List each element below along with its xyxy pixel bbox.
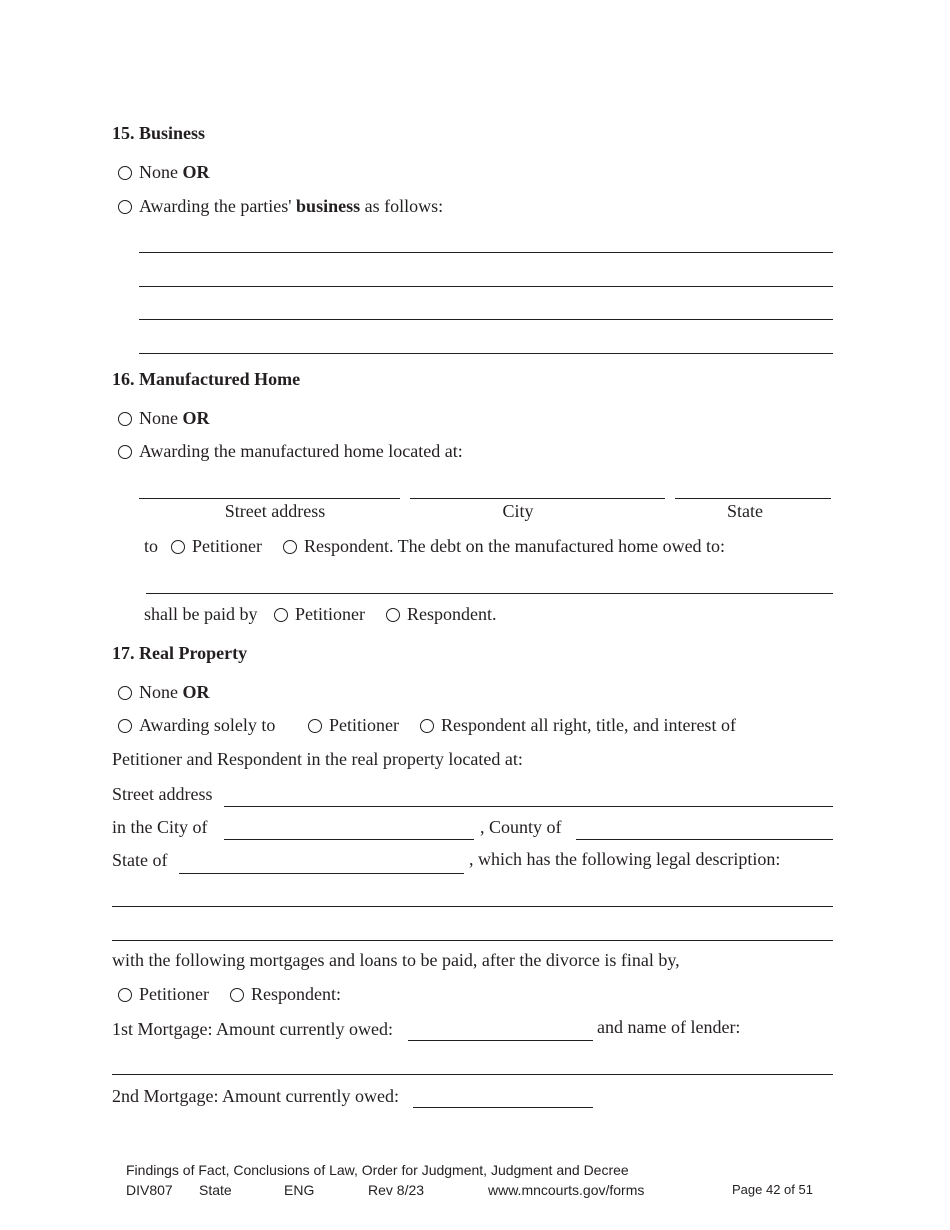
or-text: OR [182, 682, 210, 702]
award-text-post: as follows: [360, 196, 444, 216]
property-respondent-label: Respondent all right, title, and interest of [441, 715, 736, 735]
paid-by-label: shall be paid by [144, 604, 258, 624]
home-award-radio[interactable] [118, 445, 132, 459]
business-line-3[interactable] [139, 319, 833, 320]
business-line-2[interactable] [139, 286, 833, 287]
home-award-label: Awarding the manufactured home located at: [139, 441, 463, 461]
property-award-radio[interactable] [118, 719, 132, 733]
home-none-label [139, 408, 210, 428]
home-state-line[interactable] [675, 498, 831, 499]
mortgage-petitioner-label: Petitioner [139, 984, 209, 1004]
home-to-petitioner-radio[interactable] [171, 540, 185, 554]
property-located-text: Petitioner and Respondent in the real property located at: [112, 749, 523, 769]
city-of-label: in the City of [112, 817, 208, 837]
home-street-line[interactable] [139, 498, 400, 499]
legal-description-line-2[interactable] [112, 940, 833, 941]
footer-revision: Rev 8/23 [368, 1182, 425, 1198]
home-to-petitioner-label: Petitioner [192, 536, 262, 556]
footer-form-number: DIV807 [126, 1182, 173, 1198]
legal-description-label: , which has the following legal description: [469, 849, 781, 869]
legal-description-line-1[interactable] [112, 906, 833, 907]
footer-title: Findings of Fact, Conclusions of Law, Order for Judgment, Judgment and Decree [126, 1162, 629, 1178]
home-to-respondent-label: Respondent. The debt on the manufactured home owed to: [304, 536, 726, 556]
debt-respondent-label: Respondent. [407, 604, 497, 624]
city-caption: City [502, 501, 534, 521]
footer-url[interactable]: www.mncourts.gov/forms [488, 1182, 645, 1198]
award-text-bold: business [296, 196, 361, 216]
property-state-line[interactable] [179, 873, 464, 874]
business-award-radio[interactable] [118, 200, 132, 214]
property-petitioner-label: Petitioner [329, 715, 399, 735]
award-text-pre: Awarding the parties' [139, 196, 297, 216]
home-city-line[interactable] [410, 498, 665, 499]
street-address-caption: Street address [224, 501, 326, 521]
footer-language: ENG [284, 1182, 315, 1198]
home-debt-owed-line[interactable] [146, 593, 833, 594]
mortgage-respondent-radio[interactable] [230, 988, 244, 1002]
property-street-line[interactable] [224, 806, 833, 807]
mortgage-respondent-label: Respondent: [251, 984, 341, 1004]
footer-jurisdiction: State [199, 1182, 232, 1198]
lender-name-label: and name of lender: [597, 1017, 741, 1037]
lender-name-line[interactable] [112, 1074, 833, 1075]
mortgages-text: with the following mortgages and loans to be paid, after the divorce is final by, [112, 950, 680, 970]
none-text: None [139, 682, 183, 702]
debt-petitioner-radio[interactable] [274, 608, 288, 622]
property-none-label [139, 682, 210, 702]
section-17-heading: 17. Real Property [112, 643, 248, 663]
property-petitioner-radio[interactable] [308, 719, 322, 733]
mortgage-petitioner-radio[interactable] [118, 988, 132, 1002]
business-none-radio[interactable] [118, 166, 132, 180]
business-line-1[interactable] [139, 252, 833, 253]
to-label: to [144, 536, 159, 556]
home-none-radio[interactable] [118, 412, 132, 426]
state-caption: State [727, 501, 763, 521]
property-city-line[interactable] [224, 839, 474, 840]
property-none-radio[interactable] [118, 686, 132, 700]
state-of-label: State of [112, 850, 168, 870]
debt-petitioner-label: Petitioner [295, 604, 365, 624]
or-text: OR [182, 162, 210, 182]
home-to-respondent-radio[interactable] [283, 540, 297, 554]
second-mortgage-amount-line[interactable] [413, 1107, 593, 1108]
footer-page-number: Page 42 of 51 [732, 1182, 813, 1197]
street-address-label: Street address [112, 784, 213, 804]
property-county-line[interactable] [576, 839, 833, 840]
debt-respondent-radio[interactable] [386, 608, 400, 622]
none-text: None [139, 162, 183, 182]
property-award-label: Awarding solely to [139, 715, 276, 735]
first-mortgage-amount-line[interactable] [408, 1040, 593, 1041]
none-text: None [139, 408, 183, 428]
first-mortgage-label: 1st Mortgage: Amount currently owed: [112, 1019, 393, 1039]
county-of-label: , County of [480, 817, 562, 837]
second-mortgage-label: 2nd Mortgage: Amount currently owed: [112, 1086, 399, 1106]
section-16-heading: 16. Manufactured Home [112, 369, 301, 389]
business-none-label [139, 162, 210, 182]
section-15-heading: 15. Business [112, 123, 206, 143]
business-line-4[interactable] [139, 353, 833, 354]
property-respondent-radio[interactable] [420, 719, 434, 733]
or-text: OR [182, 408, 210, 428]
business-award-label [139, 196, 443, 216]
